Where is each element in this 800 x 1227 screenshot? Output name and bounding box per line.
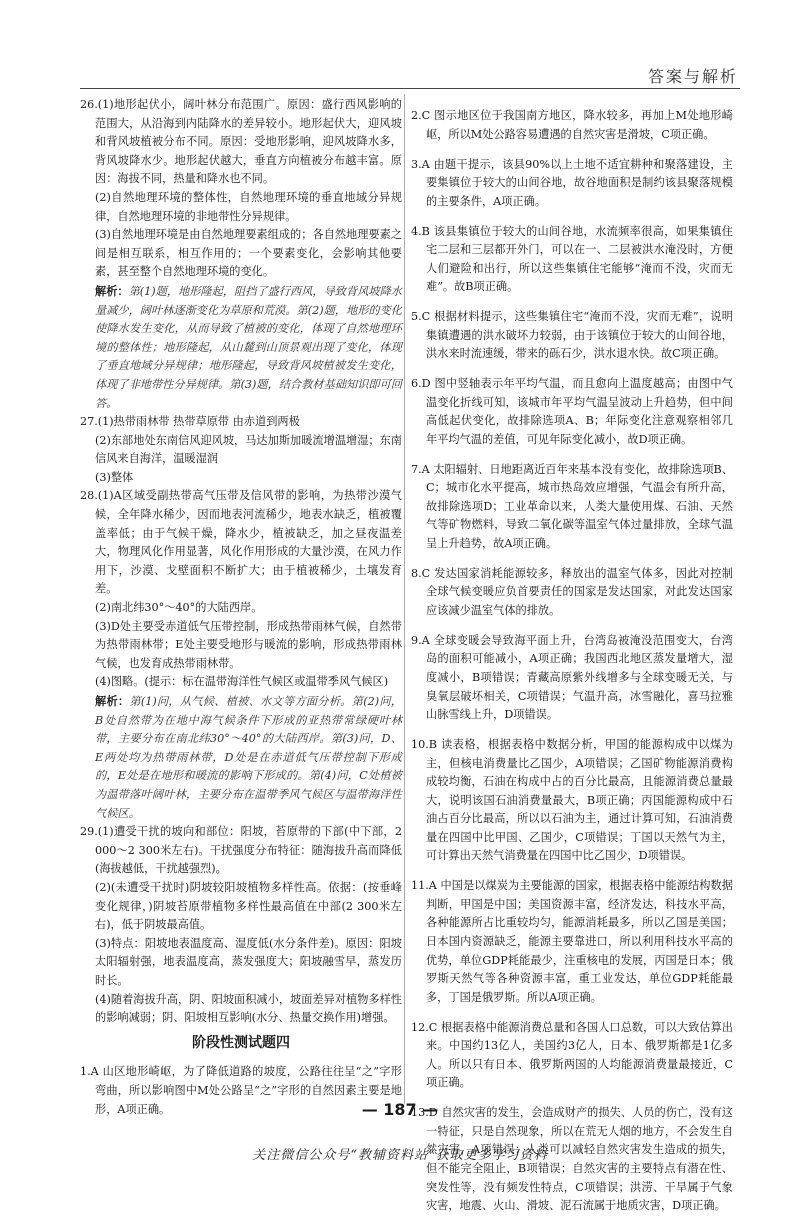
answer-29-part4: (4)随着海拔升高，阴、阳坡面积减小，坡面差异对植物多样性的影响减弱；阴、阳坡相互影响(水分、热量交换作用)增强。 [95, 992, 402, 1025]
answer-5: 5.C 根据材料提示，这些集镇住宅“淹而不没，灾而无难”，说明集镇遭遇的洪水破坏力较弱，由于该镇位于较大的山间谷地，洪水来时流速缓，带来的砾石少，洪水退水快。故C项正确。 [411, 310, 733, 361]
answer-28-analysis [80, 692, 402, 823]
page-number: — 187 — [361, 1100, 439, 1119]
analysis-label: 解析： [95, 283, 129, 298]
answer-26-part2: (2)自然地理环境的整体性，自然地理环境的垂直地域分异规律，自然地理环境的非地带性分异规律。 [95, 190, 402, 223]
answer-28-part3: (3)D处主要受赤道低气压带控制，形成热带雨林气候，自然带为热带雨林带；E处主要受地形与暖流的影响，形成热带雨林气候，也发育成热带雨林带。 [95, 619, 402, 670]
answer-4: 4.B 该县集镇位于较大的山间谷地，水流频率很高，如果集镇住宅二层和三层都开外门，可以在一、二层被洪水淹没时，方便人们避险和出行，所以这些集镇住宅能够“淹而不没，灾而无难”。故B项正确。 [411, 224, 733, 294]
answer-12: 12.C 根据表格中能源消费总量和各国人口总数，可以大致估算出来。中国约13亿人，美国约3亿人，日本、俄罗斯都是1亿多人。所以只有日本、俄罗斯两国的人均能源消费量最接近，C项正确。 [411, 1020, 733, 1090]
answer-9: 9.A 全球变暖会导致海平面上升，台湾岛被淹没范围变大，台湾岛的面积可能减小，A项正确；我国西北地区蒸发量增大，湿度减小，B项错误；青藏高原紫外线增多与全球变暖无关，与臭氧层破坏相关，C项错误；气温升高，冰雪融化，喜马拉雅山脉雪线上升，D项错误。 [411, 633, 733, 722]
answer-29 [80, 823, 402, 1028]
answer-28 [80, 487, 402, 823]
answer-28-part4: (4)图略。(提示：标在温带海洋性气候区或温带季风气候区) [95, 675, 389, 689]
answer-6: 6.D 图中竖轴表示年平均气温，而且愈向上温度越高；由图中气温变化折线可知，该城市年平均气温呈波动上升趋势，但中间高低起伏变化，故排除选项A、B；年际变化注意观察相邻几年平均气温的差值，可见年际变化减小，故D项正确。 [411, 377, 733, 446]
answer-27-part2: (2)东部地处东南信风迎风坡，马达加斯加暖流增温增湿；东南信风来自海洋，温暖湿润 [95, 433, 402, 466]
analysis-text: 第(1)问，从气候、植被、水文等方面分析。第(2)问，B处自然带为在地中海气候条件下形成的亚热带常绿硬叶林带，主要分布在南北纬30°～40°的大陆西岸。第(3)问，D、E两处均为热带雨林带，D处是在赤道低气压带控制下形成的，E处是在地形和暖流的影响下形成的。第(4)问，C处植被为温带落叶阔叶林，主要分布在温带季风气候区与温带海洋性气候区。 [95, 695, 402, 820]
analysis-label: 解析： [95, 694, 130, 708]
answer-7: 7.A 太阳辐射、日地距离近百年来基本没有变化，故排除选项B、C；城市化水平提高，城市热岛效应增强，气温会有所升高，故排除选项D；工业革命以来，人类大量使用煤、石油、天然气等矿物燃料，导致二氧化碳等温室气体过量排放，全球气温呈上升趋势，故A项正确。 [411, 462, 733, 550]
left-column [80, 96, 402, 1130]
header-title: 答案与解析 [647, 67, 738, 86]
answer-2: 2.C 图示地区位于我国南方地区，降水较多，再加上M处地形崎岖，所以M处公路容易遭遇的自然灾害是滑坡，C项正确。 [411, 109, 733, 141]
answer-27-part3: (3)整体 [95, 470, 134, 484]
answer-29-part2: (2)(未遭受干扰时)阴坡较阳坡植物多样性高。依据：(按垂峰变化规律，)阴坡苔原带植物多样性最高值在中部(2 300米左右)，低于阴坡最高值。 [95, 880, 402, 932]
analysis-text: 第(1)题，地形隆起，阻挡了盛行西风，导致背风坡降水量减少，阔叶林逐渐变化为草原和荒漠。第(2)题，地形的变化使降水发生变化，从而导致了植被的变化，体现了自然地理环境的整体性；地形隆起，从山麓到山顶景观出现了变化，体现了垂直地域分异规律；地形隆起，导致背风坡植被发生变化，体现了非地带性分异规律。第(3)题，结合教材基础知识即可回答。 [95, 284, 402, 410]
answer-29-part1: 29.(1)遭受干扰的坡向和部位：阳坡，苔原带的下部(中下部，2 000～2 300米左右)。干扰强度分布特征：随海拔升高而降低(海拔越低，干扰越强烈)。 [80, 825, 402, 876]
answer-10: 10.B 读表格，根据表格中数据分析，甲国的能源构成中以煤为主，但核电消费量比乙国少，A项错误；乙国矿物能源消费构成较均衡，石油在构成中占的百分比最高，且能源消费总量最大，说明该国石油消费量最大，B项正确；丙国能源构成中石油占百分比最高，所以以石油为主，通过计算可知，石油消费量在四国中比甲国、乙国少，C项错误；丁国以天然气为主，可计算出天然气消费量在四国中比乙国少，D项错误。 [411, 737, 733, 863]
answer-11: 11.A 中国是以煤炭为主要能源的国家，根据表格中能源结构数据判断，甲国是中国；美国资源丰富，经济发达，科技水平高，各种能源所占比重较均匀，能源消耗最多，所以乙国是美国；日本国内资源缺乏，能源主要靠进口，所以利用科技水平高的优势，单位GDP耗能最少，注重核电的发展，丙国是日本；俄罗斯天然气等各种资源丰富，重工业发达，单位GDP耗能最多，丁国是俄罗斯。所以A项正确。 [411, 879, 733, 1004]
answer-27-part1: 27.(1)热带雨林带 热带草原带 由赤道到两极 [80, 415, 300, 429]
answer-29-part3: (3)特点：阳坡地表温度高、湿度低(水分条件差)。原因：阳坡太阳辐射强，地表温度高，蒸发强度大；阳坡融雪早，蒸发历时长。 [95, 936, 402, 987]
answer-26-analysis [80, 282, 402, 413]
answer-27 [80, 413, 402, 487]
footer-note: 关注微信公众号“教辅资料站”获取更多学习资料 [252, 1148, 548, 1163]
answer-26 [80, 96, 402, 413]
answer-13: 13.D 自然灾害的发生，会造成财产的损失、人员的伤亡，没有这一特征，只是自然现象，所以在荒无人烟的地方，不会发生自然灾害，A项错误；人类可以减轻自然灾害发生造成的损失，但不能完全阻止，B项错误；自然灾害的主要特点有潜在性、突发性等，没有频发性特点，C项错误；洪涝、干旱属于气象灾害，地震、火山、滑坡、泥石流属于地质灾害，D项正确。 [411, 1106, 733, 1213]
answer-3: 3.A 由题干提示，该县90%以上土地不适宜耕种和聚落建设，主要集镇位于较大的山间谷地，故谷地面积是制约该县聚落规模的主要条件，A项正确。 [411, 157, 733, 208]
answer-28-part1: 28.(1)A区域受副热带高气压带及信风带的影响，为热带沙漠气候，全年降水稀少，因而地表河流稀少，地表水缺乏，植被覆盖率低；由于气候干燥，降水少，植被缺乏，加之昼夜温差大，物理风化作用显著，风化作用形成的大量沙漠，在风力作用下，沙漠、戈壁面积不断扩大；由于植被稀少，土壤发育差。 [80, 489, 402, 596]
right-column [411, 96, 733, 1227]
header-rule [80, 88, 740, 89]
answer-8: 8.C 发达国家消耗能源较多，释放出的温室气体多，因此对控制全球气候变暖应负首要责任的国家是发达国家，对此发达国家应该减少温室气体的排放。 [411, 566, 733, 617]
column-divider [404, 94, 405, 1104]
answer-26-part3: (3)自然地理环境是由自然地理要素组成的；各自然地理要素之间是相互联系，相互作用的；一个要素变化，会影响其他要素，甚至整个自然地理环境的变化。 [95, 228, 402, 279]
answer-26-part1: 26.(1)地形起伏小，阔叶林分布范围广。原因：盛行西风影响的范围大，从沿海到内陆降水的差异较小。地形起伏大，迎风坡和背风坡植被分布不同。原因：受地形影响，迎风坡降水多，背风坡降水少。地形起伏越大，垂直方向植被分布越丰富。原因：海拔不同，热量和降水也不同。 [80, 98, 402, 186]
answer-28-part2: (2)南北纬30°～40°的大陆西岸。 [95, 601, 263, 615]
answer-1: 1.A 山区地形崎岖，为了降低道路的坡度，公路往往呈“之”字形弯曲，所以影响图中M处公路呈“之”字形的自然因素主要是地形，A项正确。 [80, 1065, 402, 1116]
section-heading: 阶段性测试题四 [192, 1034, 290, 1051]
